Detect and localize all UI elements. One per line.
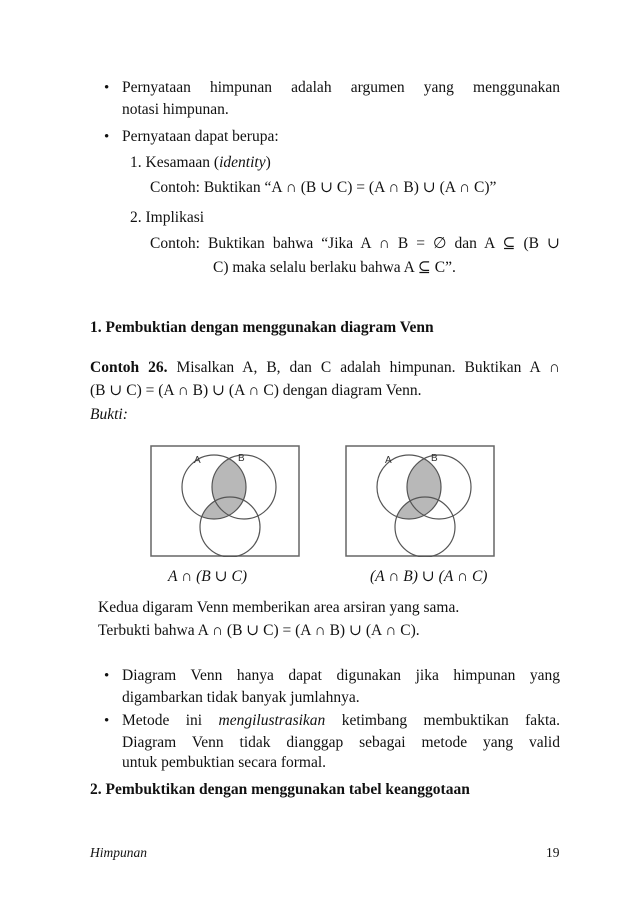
bullet-1-line-1: Pernyataan himpunan adalah argumen yang menggunakan [122, 79, 560, 96]
bullet-4-emphasis: mengilustrasikan [218, 712, 326, 729]
bullet-1-line-2: notasi himpunan. [122, 101, 229, 118]
bullet-4-text-a: Metode ini [122, 712, 219, 729]
bullet-4-text-b: ketimbang membuktikan fakta. [325, 712, 561, 729]
bullet-3-line-2: digambarkan tidak banyak jumlahnya. [122, 689, 360, 706]
bullet-4-line-3: untuk pembuktian secara formal. [122, 754, 327, 771]
label-b: B [431, 453, 438, 464]
list-label-end: ) [265, 154, 271, 171]
list-number: 2. [130, 209, 142, 226]
list-item-1 [130, 153, 271, 173]
proof-label: Bukti: [90, 406, 128, 423]
bullet-dot: • [104, 668, 110, 684]
list-1-example: Contoh: Buktikan “A ∩ (B ∪ C) = (A ∩ B) ∪ (A ∩ C)” [150, 179, 497, 196]
venn-diagram-left [150, 445, 300, 557]
example-26-label: Contoh 26. [90, 359, 168, 376]
bullet-2-line-1: Pernyataan dapat berupa: [122, 128, 279, 145]
conclusion-line-1: Kedua digaram Venn memberikan area arsiran yang sama. [98, 599, 460, 616]
venn-diagram-right [345, 445, 495, 557]
footer-chapter: Himpunan [90, 845, 147, 860]
bullet-4-line-1 [122, 711, 560, 731]
label-b: B [238, 453, 245, 464]
bullet-3-line-1: Diagram Venn hanya dapat digunakan jika himpunan yang [122, 667, 560, 684]
bullet-dot: • [104, 80, 110, 96]
bullet-4-line-2: Diagram Venn tidak dianggap sebagai metode yang valid [122, 734, 560, 751]
label-a: A [194, 455, 201, 466]
venn-caption-left: A ∩ (B ∪ C) [168, 568, 247, 585]
venn-caption-right: (A ∩ B) ∪ (A ∩ C) [370, 568, 488, 585]
page-number: 19 [546, 845, 560, 860]
section-2-title: 2. Pembuktikan dengan menggunakan tabel keanggotaan [90, 781, 470, 798]
example-26-line-2: (B ∪ C) = (A ∩ B) ∪ (A ∩ C) dengan diagram Venn. [90, 382, 422, 399]
list-label-italic: identity [219, 154, 266, 171]
example-26-line-1 [90, 358, 560, 378]
list-number: 1. [130, 154, 142, 171]
list-2-example-line-2: C) maka selalu berlaku bahwa A ⊆ C”. [213, 259, 456, 276]
list-label: Implikasi [145, 209, 205, 226]
bullet-dot: • [104, 713, 110, 729]
conclusion-line-2: Terbukti bahwa A ∩ (B ∪ C) = (A ∩ B) ∪ (A ∩ C). [98, 622, 420, 639]
example-26-text: Misalkan A, B, dan C adalah himpunan. Buktikan A ∩ [176, 359, 561, 376]
bullet-dot: • [104, 129, 110, 145]
label-a: A [385, 455, 392, 466]
list-2-example-line-1: Contoh: Buktikan bahwa “Jika A ∩ B = ∅ dan A ⊆ (B ∪ [150, 235, 560, 252]
section-1-title: 1. Pembuktian dengan menggunakan diagram Venn [90, 319, 434, 336]
list-label: Kesamaan ( [145, 154, 220, 171]
list-item-2 [130, 208, 204, 228]
